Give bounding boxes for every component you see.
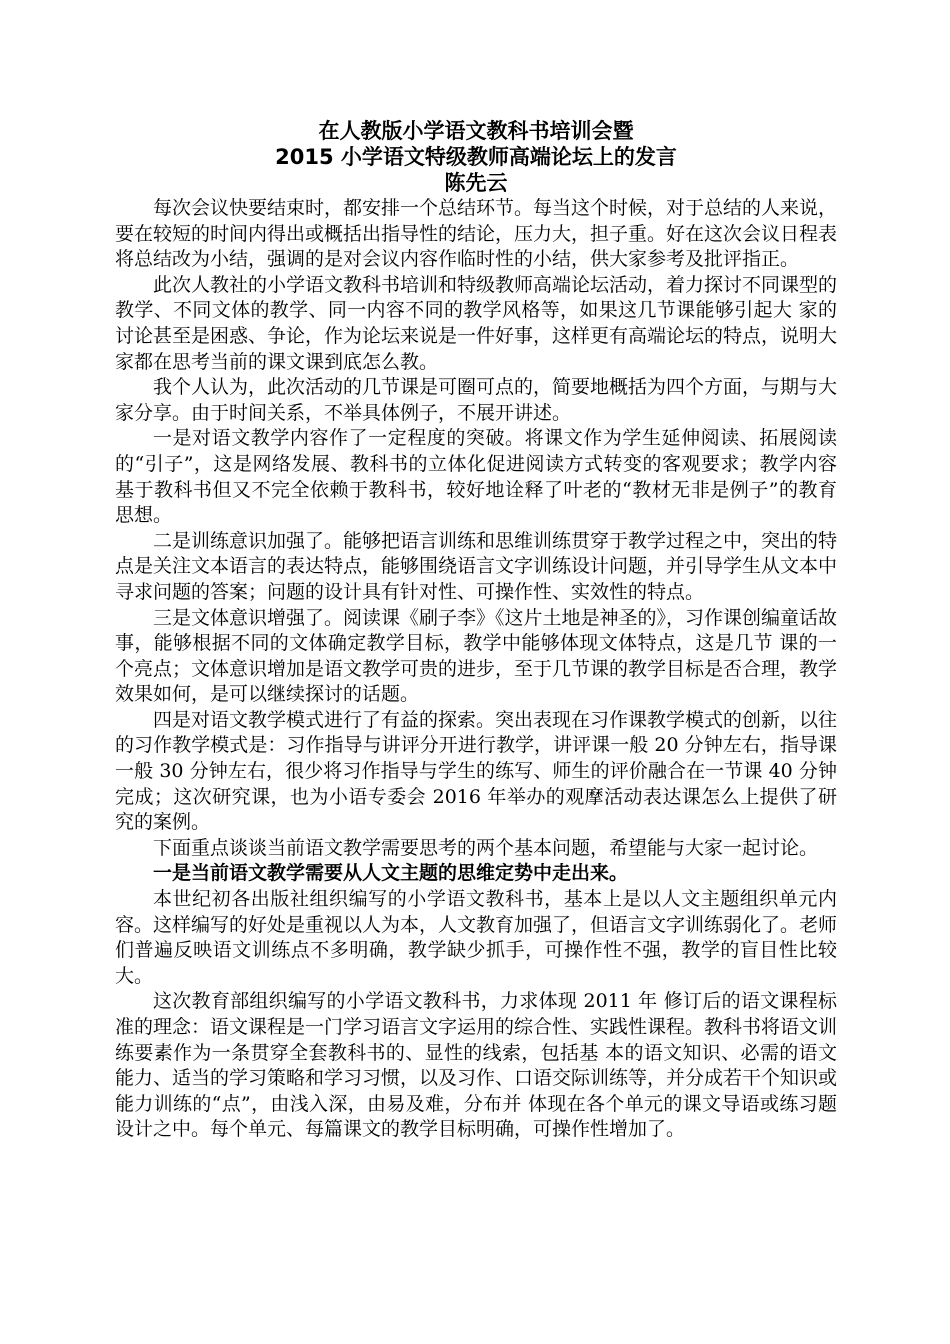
- paragraph: 四是对语文教学模式进行了有益的探索。突出表现在习作课教学模式的创新，以往的习作教学模式是：习作指导与讲评分开进行教学，讲评课一般 20 分钟左右，指导课一般 30 分钟左右，很少将习作指导与学生的练写、师生的评价融合在一节课 40 分钟完成；这次研究课，也为小语专委会 2016 年举办的观摩活动表达课怎么上提供了研究的案例。: [115, 708, 838, 834]
- paragraph: 每次会议快要结束时，都安排一个总结环节。每当这个时候，对于总结的人来说，要在较短的时间内得出或概括出指导性的结论，压力大，担子重。好在这次会议日程表将总结改为小结，强调的是对会议内容作临时性的小结，供大家参考及批评指正。: [115, 197, 838, 271]
- paragraph: 这次教育部组织编写的小学语文教科书，力求体现 2011 年 修订后的语文课程标准的理念：语文课程是一门学习语言文字运用的综合性、实践性课程。教科书将语文训练要素作为一条贯穿全套教科书的、显性的线索，包括基 本的语文知识、必需的语文能力、适当的学习策略和学习习惯，以及习作、口语交际训练等，并分成若干个知识或能力训练的“点”，由浅入深，由易及难，分布并 体现在各个单元的课文导语或练习题设计之中。每个单元、每篇课文的教学目标明确，可操作性增加了。: [115, 990, 838, 1141]
- title-block: [115, 118, 837, 196]
- paragraph: 此次人教社的小学语文教科书培训和特级教师高端论坛活动，着力探讨不同课型的教学、不同文体的教学、同一内容不同的教学风格等，如果这几节课能够引起大 家的讨论甚至是困惑、争论，作为论坛来说是一件好事，这样更有高端论坛的特点，说明大家都在思考当前的课文课到底怎么教。: [115, 273, 838, 373]
- paragraph: 我个人认为，此次活动的几节课是可圈可点的，简要地概括为四个方面，与期与大家分享。由于时间关系，不举具体例子，不展开讲述。: [115, 376, 838, 424]
- paragraph: 三是文体意识增强了。阅读课《刷子李》《这片土地是神圣的》，习作课创编童话故事，能够根据不同的文体确定教学目标，教学中能够体现文体特点，这是几节 课的一个亮点；文体意识增加是语文教学可贵的进步，至于几节课的教学目标是否合理，教学效果如何，是可以继续探讨的话题。: [115, 606, 838, 706]
- document-page: [115, 118, 837, 1143]
- paragraph: 一是对语文教学内容作了一定程度的突破。将课文作为学生延伸阅读、拓展阅读的“引子”，这是网络发展、教科书的立体化促进阅读方式转变的客观要求；教学内容基于教科书但又不完全依赖于教科书，较好地诠释了叶老的“教材无非是例子”的教育思想。: [115, 427, 837, 527]
- title-line-2: 2015 小学语文特级教师高端论坛上的发言: [275, 145, 677, 169]
- section-heading: 一是当前语文教学需要从人文主题的思维定势中走出来。: [153, 862, 629, 885]
- author-name: 陈先云: [444, 171, 508, 195]
- paragraph: 二是训练意识加强了。能够把语言训练和思维训练贯穿于教学过程之中，突出的特点是关注文本语言的表达特点，能够围绕语言文字训练设计问题，并引导学生从文本中寻求问题的答案；问题的设计具有针对性、可操作性、实效性的特点。: [115, 529, 838, 603]
- paragraph: 本世纪初各出版社组织编写的小学语文教科书，基本上是以人文主题组织单元内容。这样编写的好处是重视以人为本，人文教育加强了，但语言文字训练弱化了。老师们普遍反映语文训练点不多明确，教学缺少抓手，可操作性不强，教学的盲目性比较大。: [115, 888, 838, 987]
- title-line-1: 在人教版小学语文教科书培训会暨: [318, 119, 634, 143]
- paragraph: 下面重点谈谈当前语文教学需要思考的两个基本问题，希望能与大家一起讨论。: [153, 836, 819, 859]
